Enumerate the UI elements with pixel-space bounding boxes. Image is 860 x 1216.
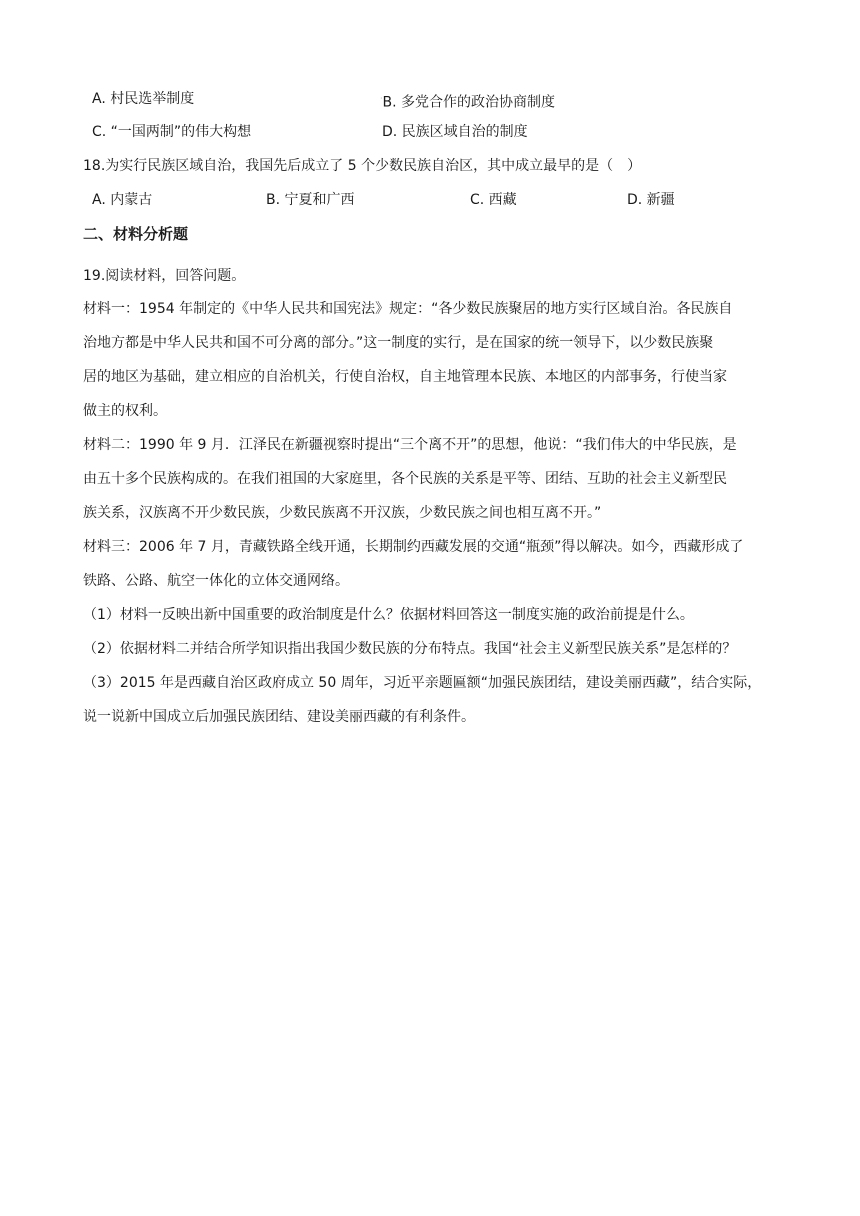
material1-line: 居的地区为基础，建立相应的自治机关，行使自治权，自主地管理本民族、本地区的内部事务，行使当家	[83, 369, 727, 385]
section-heading: 二、材料分析题	[83, 225, 189, 243]
q17-option-d: D. 民族区域自治的制度	[382, 124, 528, 140]
q17-option-c: C. “一国两制”的伟大构想	[92, 124, 252, 140]
sub-question-2: （2）依据材料二并结合所学知识指出我国少数民族的分布特点。我国“社会主义新型民族关系”是怎样的？	[83, 641, 737, 657]
material1-line: 材料一：1954 年制定的《中华人民共和国宪法》规定：“各少数民族聚居的地方实行区域自治。各民族自	[83, 301, 733, 317]
material1-line: 做主的权利。	[83, 403, 167, 419]
q19-intro: 19.阅读材料，回答问题。	[83, 268, 246, 284]
sub-question-3-cont: 说一说新中国成立后加强民族团结、建设美丽西藏的有利条件。	[83, 709, 475, 725]
q18-option-d: D. 新疆	[627, 192, 675, 208]
edit-marker: ·	[380, 94, 383, 103]
q18-option-b: B. 宁夏和广西	[266, 192, 355, 208]
q17-option-a: A. 村民选举制度	[92, 91, 195, 107]
sub-question-1: （1）材料一反映出新中国重要的政治制度是什么？依据材料回答这一制度实施的政治前提是什么。	[83, 607, 694, 623]
q17-option-b-row	[380, 89, 555, 113]
sub-question-3: （3）2015 年是西藏自治区政府成立 50 周年，习近平亲题匾额“加强民族团结，建设美丽西藏”，结合实际，	[83, 675, 762, 691]
q18-option-a: A. 内蒙古	[92, 192, 153, 208]
q18-option-c: C. 西藏	[470, 192, 517, 208]
material2-line: 由五十多个民族构成的。在我们祖国的大家庭里，各个民族的关系是平等、团结、互助的社会主义新型民	[83, 471, 727, 487]
q18-stem: 18.为实行民族区域自治，我国先后成立了 5 个少数民族自治区，其中成立最早的是（ ）	[83, 158, 642, 174]
material3-line: 材料三：2006 年 7 月，青藏铁路全线开通，长期制约西藏发展的交通“瓶颈”得以解决。如今，西藏形成了	[83, 539, 744, 555]
material2-line: 族关系，汉族离不开少数民族，少数民族离不开汉族，少数民族之间也相互离不开。”	[83, 505, 602, 521]
material1-line: 治地方都是中华人民共和国不可分离的部分。”这一制度的实行，是在国家的统一领导下，以少数民族聚	[83, 335, 714, 351]
material2-line: 材料二：1990 年 9 月．江泽民在新疆视察时提出“三个离不开”的思想，他说：“我们伟大的中华民族，是	[83, 437, 737, 453]
material3-line: 铁路、公路、航空一体化的立体交通网络。	[83, 573, 349, 589]
q17-option-b: B. 多党合作的政治协商制度	[382, 94, 556, 111]
